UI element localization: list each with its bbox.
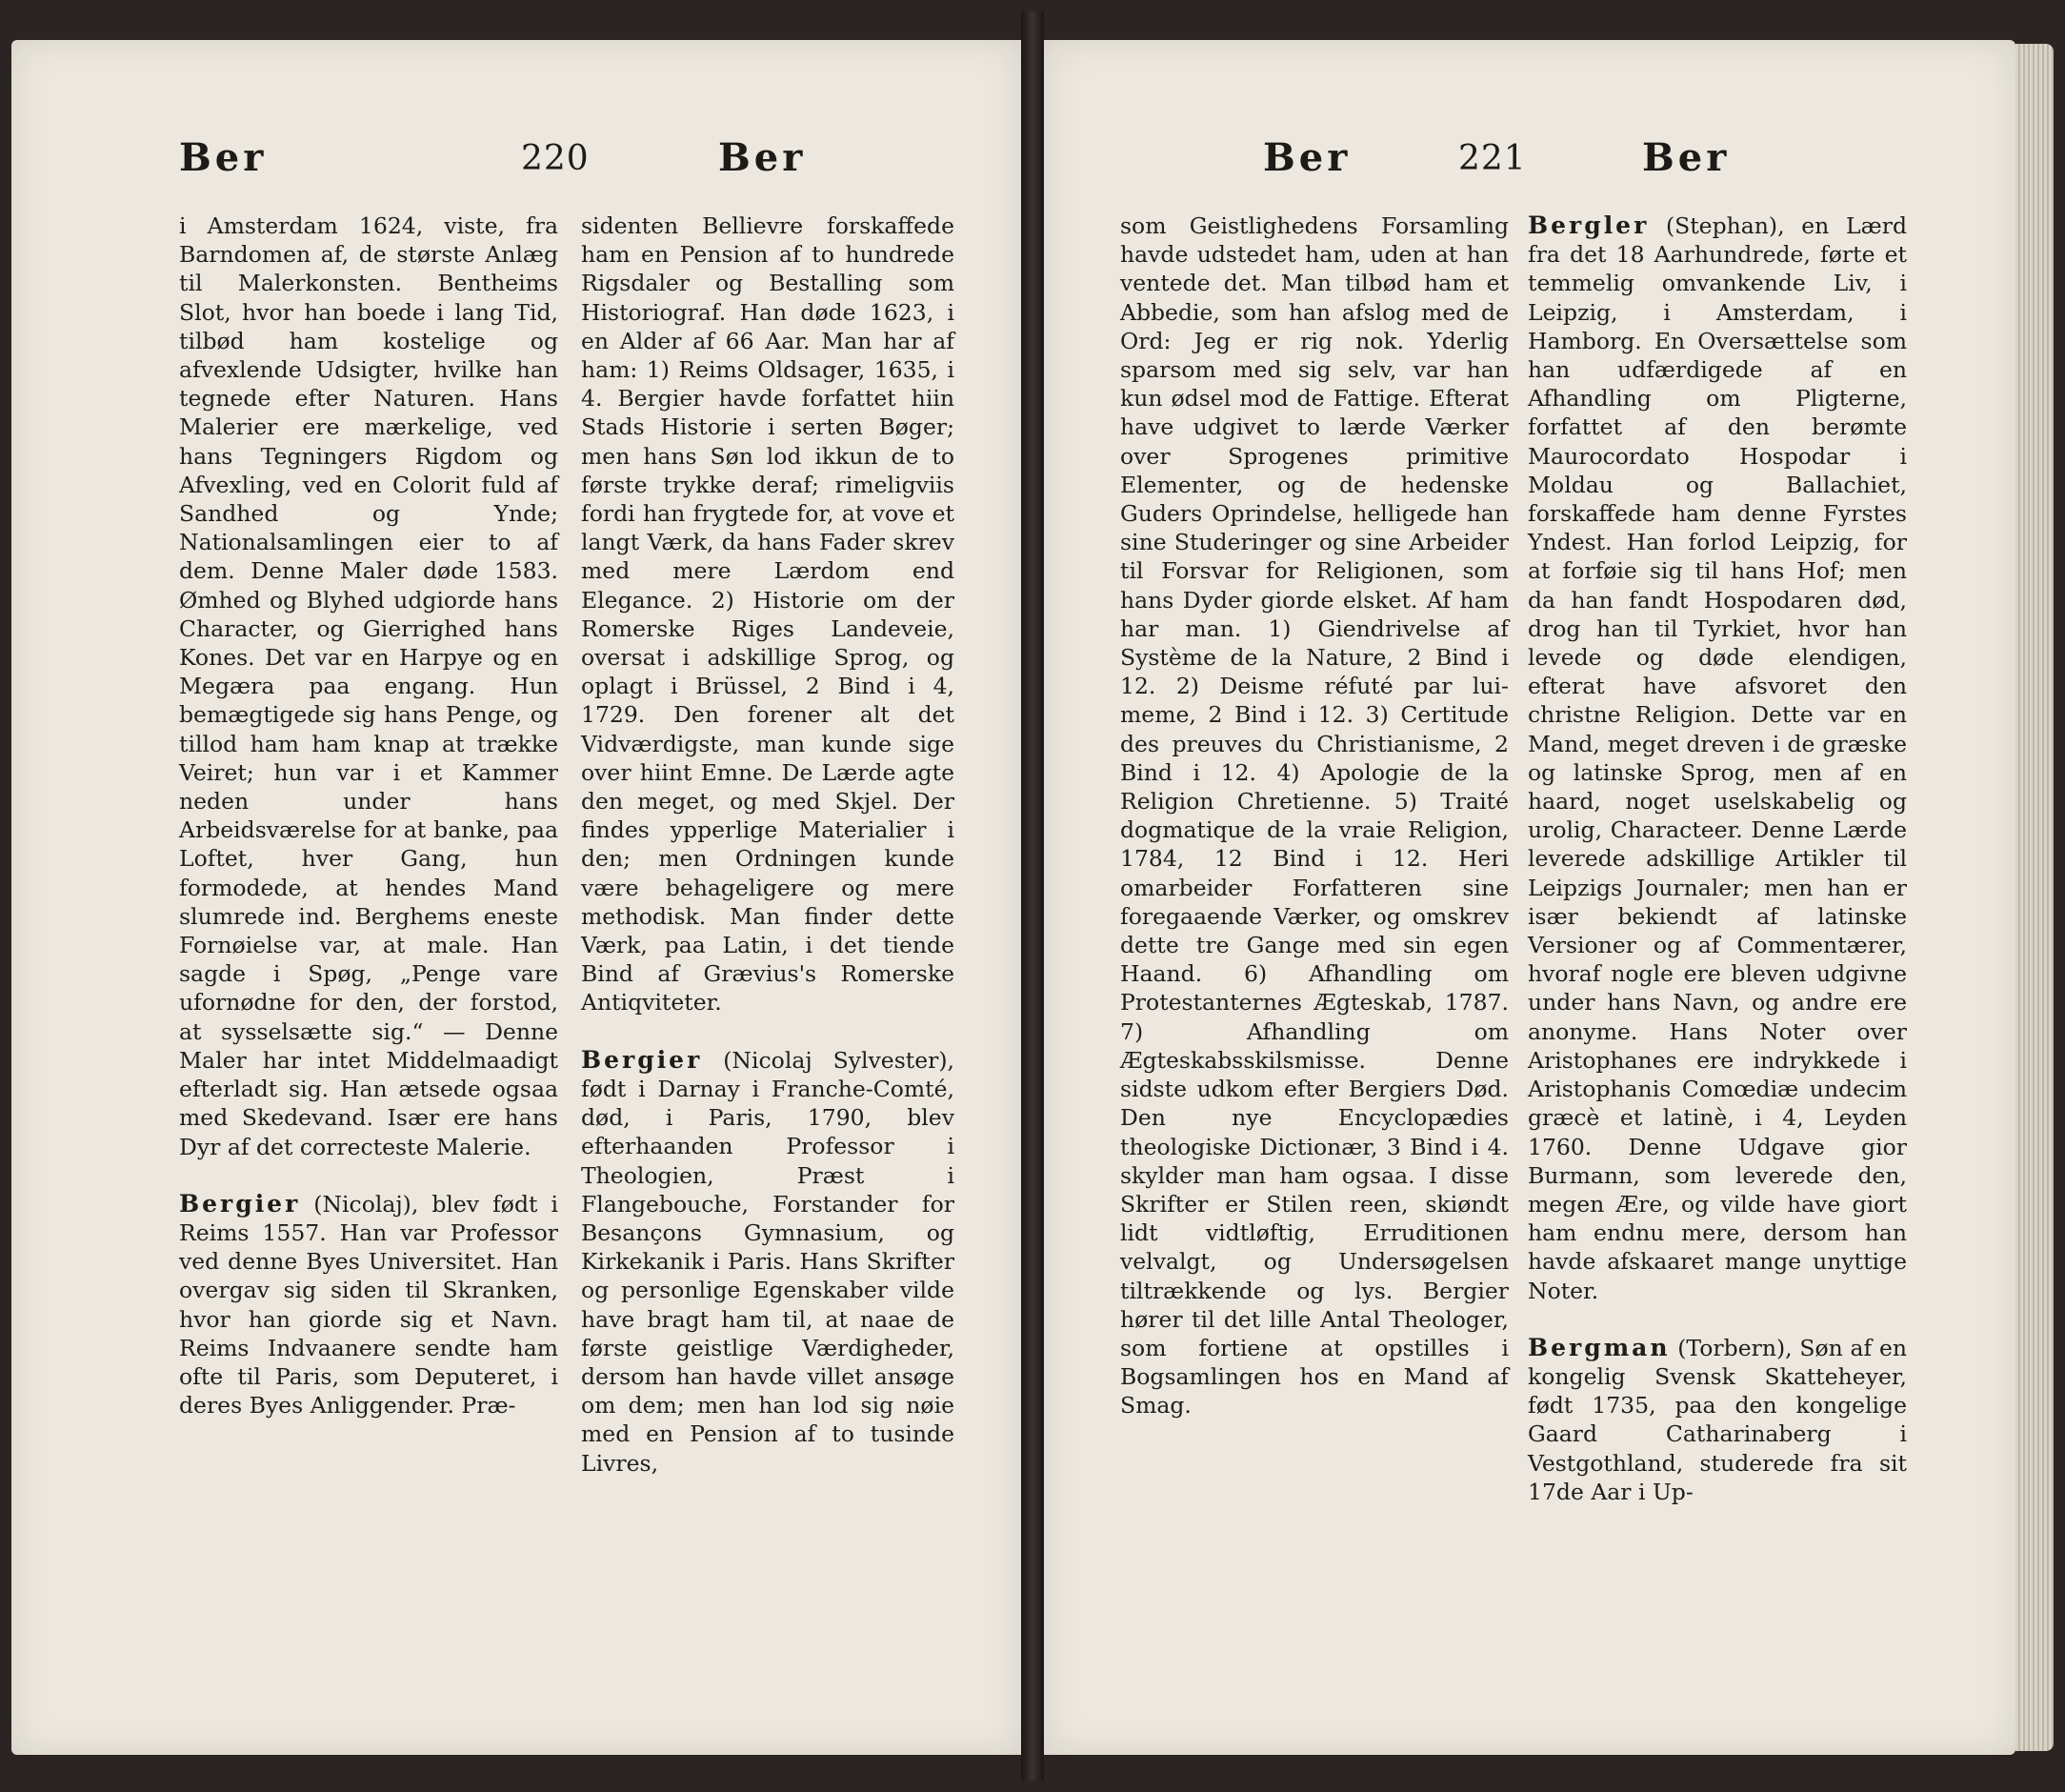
dictionary-entry [1528, 211, 1907, 1305]
entry-text: (Torbern), Søn af en kongelig Svensk Skatteheyer, født 1735, paa den kongelige Gaard Catharinaberg i Vestgothland, studerede fra sit 17de Aar i Up- [1528, 1334, 1907, 1505]
paragraph: sidenten Bellievre forskaffede ham en Pension af to hundrede Rigsdaler og Bestalling som Historiograf. Han døde 1623, i en Alder af 66 Aar. Man har af ham: 1) Reims Oldsager, 1635, i 4. Bergier havde forfattet hiin Stads Historie i serten Bøger; men hans Søn lod ikkun de to første trykke deraf; rimeligviis fordi han frygtede for, at vove et langt Værk, da hans Fader skrev med mere Lærdom end Elegance. 2) Historie om der Romerske Riges Landeveie, oversat i adskillige Sprog, og oplagt i Brüssel, 2 Bind i 4, 1729. Den forener alt det Vidværdigste, man kunde sige over hiint Emne. De Lærde agte den meget, og med Skjel. Der findes ypperlige Materialier i den; men Ordningen kunde være behageligere og mere methodisk. Man finder dette Værk, paa Latin, i det tiende Bind af Grævius's Romerske Antiqviteter. [581, 212, 954, 1017]
text-column-1 [1120, 211, 1509, 1420]
text-column-1 [179, 211, 558, 1420]
left-page [11, 40, 1021, 1755]
page-edges [2015, 44, 2054, 1751]
page-number: 220 [521, 139, 590, 178]
dictionary-entry [1528, 1334, 1907, 1506]
header-guide-word-right: Ber [718, 135, 807, 180]
entry-text: (Stephan), en Lærd fra det 18 Aarhundrede, førte et temmelig omvankende Liv, i Leipzig, i Amsterdam, i Hamborg. En Oversættelse som han udfærdigede af en Afhandling om Pligterne, forfattet af den berømte Maurocordato Hospodar i Moldau og Ballachiet, forskaffede ham denne Fyrstes Yndest. Han forlod Leipzig, for at forføie sig til hans Hof; men da han fandt Hospodaren død, drog han til Tyrkiet, hvor han levede og døde elendigen, efterat have afsvoret den christne Religion. Dette var en Mand, meget dreven i de græske og latinske Sprog, men af en haard, noget uselskabelig og urolig, Characteer. Denne Lærde leverede adskillige Artikler til Leipzigs Journaler; men han er især bekiendt af latinske Versioner og af Commentærer, hvoraf nogle ere bleven udgivne under hans Navn, og andre ere anonyme. Hans Noter over Aristophanes ere indrykkede i Aristophanis Comœdiæ undecim græcè et latinè, i 4, Leyden 1760. Denne Udgave gior Burmann, som leverede den, megen Ære, og vilde have giort ham endnu mere, dersom han havde afskaaret mange unyttige Noter. [1528, 212, 1907, 1304]
right-page [1044, 40, 2015, 1755]
dictionary-entry [179, 1190, 558, 1420]
header-guide-word-left: Ber [179, 135, 268, 180]
entry-text: (Nicolaj), blev født i Reims 1557. Han var Professor ved denne Byes Universitet. Han overgav sig siden til Skranken, hvor han giorde sig et Navn. Reims Indvaanere sendte ham ofte til Paris, som Deputeret, i deres Byes Anliggender. Præ- [179, 1190, 558, 1420]
text-column-2 [581, 211, 954, 1478]
entry-headword: Bergier [179, 1189, 301, 1218]
entry-headword: Bergier [581, 1045, 703, 1074]
entry-headword: Bergman [1528, 1333, 1671, 1361]
header-guide-word-right: Ber [1642, 135, 1731, 180]
header-guide-word-left: Ber [1263, 135, 1352, 180]
dictionary-entry [581, 1046, 954, 1478]
page-number: 221 [1458, 139, 1527, 178]
running-header-right-page [1044, 135, 2015, 192]
entry-headword: Bergler [1528, 211, 1650, 239]
entry-text: (Nicolaj Sylvester), født i Darnay i Franche-Comté, død, i Paris, 1790, blev efterhaanden Professor i Theologien, Præst i Flangebouche, Forstander for Besançons Gymnasium, og Kirkekanik i Paris. Hans Skrifter og personlige Egenskaber vilde have bragt ham til, at naae de første geistlige Værdigheder, dersom han havde villet ansøge om dem; men han lod sig nøie med en Pension af to tusinde Livres, [581, 1046, 954, 1477]
running-header-left-page [11, 135, 1021, 192]
book-gutter [1021, 11, 1044, 1781]
paragraph: som Geistlighedens Forsamling havde udstedet ham, uden at han ventede det. Man tilbød ham et Abbedie, som han afslog med de Ord: Jeg er rig nok. Yderlig sparsom med sig selv, var han kun ødsel mod de Fattige. Efterat have udgivet to lærde Værker over Sprogenes primitive Elementer, og de hedenske Guders Oprindelse, helligede han sine Studeringer og sine Arbeider til Forsvar for Religionen, som hans Dyder giorde elsket. Af ham har man. 1) Giendrivelse af Système de la Nature, 2 Bind i 12. 2) Deisme réfuté par lui-meme, 2 Bind i 12. 3) Certitude des preuves du Christianisme, 2 Bind i 12. 4) Apologie de la Religion Chretienne. 5) Traité dogmatique de la vraie Religion, 1784, 12 Bind i 12. Heri omarbeider Forfatteren sine foregaaende Værker, og omskrev dette tre Gange med sin egen Haand. 6) Afhandling om Protestanternes Ægteskab, 1787. 7) Afhandling om Ægteskabsskilsmisse. Denne sidste udkom efter Bergiers Død. Den nye Encyclopædies theologiske Dictionær, 3 Bind i 4. skylder man ham ogsaa. I disse Skrifter er Stilen reen, skiøndt lidt vidtløftig, Erruditionen velvalgt, og Undersøgelsen tiltrækkende og lys. Bergier hører til det lille Antal Theologer, som fortiene at opstilles i Bogsamlingen hos en Mand af Smag. [1120, 212, 1509, 1420]
text-column-2 [1528, 211, 1907, 1506]
paragraph: i Amsterdam 1624, viste, fra Barndomen af, de største Anlæg til Malerkonsten. Bentheims Slot, hvor han boede i lang Tid, tilbød ham kostelige og afvexlende Udsigter, hvilke han tegnede efter Naturen. Hans Malerier ere mærkelige, ved hans Tegningers Rigdom og Afvexling, ved en Colorit fuld af Sandhed og Ynde; Nationalsamlingen eier to af dem. Denne Maler døde 1583. Ømhed og Blyhed udgiorde hans Character, og Gierrighed hans Kones. Det var en Harpye og en Megæra paa engang. Hun bemægtigede sig hans Penge, og tillod ham ham knap at trække Veiret; hun var i et Kammer neden under hans Arbeidsværelse for at banke, paa Loftet, hver Gang, hun formodede, at hendes Mand slumrede ind. Berghems eneste Fornøielse var, at male. Han sagde i Spøg, „Penge vare ufornødne for den, der forstod, at sysselsætte sig.“ — Denne Maler har intet Middelmaadigt efterladt sig. Han ætsede ogsaa med Skedevand. Især ere hans Dyr af det correcteste Malerie. [179, 212, 558, 1160]
